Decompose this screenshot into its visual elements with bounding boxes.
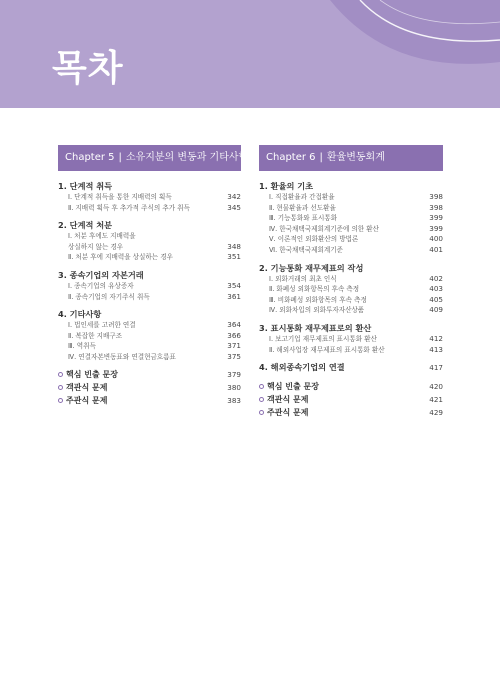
toc-item[interactable]	[58, 292, 241, 303]
toc-item[interactable]	[58, 331, 241, 342]
chapter-title: 소유지분의 변동과 기타사항	[125, 152, 249, 163]
toc-section	[58, 180, 241, 213]
extra-item-left	[58, 382, 107, 394]
toc-section	[58, 269, 241, 302]
section-title-row[interactable]	[259, 361, 443, 374]
toc-item[interactable]	[259, 213, 443, 224]
toc-item-label: Ⅱ. 지배력 획득 후 추가적 주식의 추가 취득	[68, 203, 190, 212]
toc-item-label: Ⅴ. 이론적인 외화환산의 방법론	[269, 235, 359, 244]
section-list	[58, 180, 241, 363]
page-number: 361	[227, 291, 241, 301]
page-number: 348	[227, 241, 241, 251]
toc-item-label: Ⅱ. 처분 후에 지배력을 상실하는 경우	[68, 253, 173, 262]
chapter-header	[58, 145, 249, 171]
toc-item-label: Ⅰ. 종속기업의 유상증자	[68, 281, 134, 290]
extra-item-label: 주관식 문제	[66, 395, 108, 405]
page-number: 399	[429, 223, 443, 233]
toc-item[interactable]	[259, 295, 443, 306]
extras-list	[259, 381, 443, 420]
toc-item[interactable]	[259, 274, 443, 285]
page-number: 380	[227, 383, 241, 393]
extra-item[interactable]	[58, 395, 241, 408]
toc-section	[58, 219, 241, 263]
toc-item-label: Ⅱ. 복잡한 지배구조	[68, 331, 123, 340]
section-title: 2. 기능통화 재무제표의 작성	[259, 262, 364, 273]
page-title: 목차	[52, 48, 124, 89]
toc-item[interactable]	[58, 320, 241, 331]
page-number: 403	[429, 284, 443, 294]
section-title: 4. 기타사항	[58, 309, 102, 320]
toc-item[interactable]	[259, 284, 443, 295]
page-number: 371	[227, 341, 241, 351]
circle-bullet-icon	[259, 410, 264, 415]
toc-item-label: Ⅳ. 연결자본변동표와 연결현금흐름표	[68, 352, 176, 361]
page-number: 417	[429, 363, 443, 373]
toc-section	[58, 308, 241, 362]
toc-item[interactable]	[58, 203, 241, 214]
toc-item-label: 상실하지 않는 경우	[68, 242, 124, 251]
toc-section	[259, 180, 443, 256]
page-number: 421	[429, 395, 443, 405]
extra-item-left	[259, 407, 308, 419]
extra-item[interactable]	[259, 381, 443, 394]
section-title: 4. 해외종속기업의 연결	[259, 362, 345, 373]
page-number: 398	[429, 192, 443, 201]
toc-item-label: Ⅲ. 기능통화와 표시통화	[269, 214, 338, 223]
section-title: 2. 단계적 처분	[58, 220, 113, 231]
toc-item-label: Ⅰ. 법인세를 고려한 연결	[68, 321, 136, 330]
page-number: 379	[227, 370, 241, 380]
circle-bullet-icon	[58, 372, 63, 377]
page-number: 412	[429, 333, 443, 343]
toc-item-label: Ⅱ. 현물환율과 선도환율	[269, 203, 336, 212]
chapter-number: Chapter 6	[266, 152, 316, 163]
toc-item-label: Ⅱ. 종속기업의 자기주식 취득	[68, 292, 150, 301]
toc-section	[259, 361, 443, 374]
extra-item[interactable]	[259, 394, 443, 407]
toc-item[interactable]	[259, 305, 443, 316]
extra-item-label: 핵심 빈출 문장	[66, 369, 118, 379]
toc-item[interactable]	[58, 341, 241, 352]
page-number: 375	[227, 351, 241, 361]
circle-bullet-icon	[58, 398, 63, 403]
toc-item[interactable]	[58, 252, 241, 263]
page-number: 351	[227, 252, 241, 262]
extra-item[interactable]	[58, 369, 241, 382]
toc-item-label: Ⅱ. 해외사업장 재무제표의 표시통화 환산	[269, 345, 385, 354]
page-number: 366	[227, 330, 241, 340]
toc-item-label: Ⅰ. 외화거래의 최초 인식	[269, 274, 337, 283]
chapter-separator: |	[118, 152, 122, 163]
chapter-number: Chapter 5	[65, 152, 115, 163]
toc-item[interactable]	[259, 345, 443, 356]
toc-item-label: Ⅰ. 직접환율과 간접환율	[269, 193, 335, 201]
toc-item-label: Ⅲ. 역취득	[68, 342, 96, 351]
extra-item-label: 객관식 문제	[267, 394, 309, 404]
page-number: 413	[429, 344, 443, 354]
toc-item[interactable]	[58, 281, 241, 292]
page-number: 429	[429, 408, 443, 418]
toc-item-label: Ⅳ. 외화차입의 외화투자자산상품	[269, 306, 365, 315]
chapter-6-column	[259, 145, 443, 420]
toc-item-label: Ⅳ. 한국채택국제회계기준에 의한 환산	[269, 224, 380, 233]
toc-item[interactable]	[259, 245, 443, 256]
toc-section	[259, 322, 443, 355]
page-number: 400	[429, 234, 443, 244]
extra-item-left	[259, 394, 308, 406]
extra-item-left	[259, 381, 319, 393]
page-number: 405	[429, 294, 443, 304]
page-number: 345	[227, 202, 241, 212]
extra-item-left	[58, 369, 118, 381]
page-number: 398	[429, 202, 443, 212]
toc-item[interactable]	[259, 192, 443, 203]
toc-item-label: Ⅵ. 한국채택국제회계기준	[269, 245, 343, 254]
circle-bullet-icon	[58, 385, 63, 390]
chapter-title: 환율변동회계	[326, 152, 385, 163]
page-number: 383	[227, 396, 241, 406]
page-number: 354	[227, 280, 241, 290]
extra-item-left	[58, 395, 107, 407]
toc-section	[259, 262, 443, 316]
toc-item[interactable]	[58, 242, 241, 253]
extra-item-label: 주관식 문제	[267, 407, 309, 417]
page-number: 409	[429, 305, 443, 315]
chapter-5-column	[58, 145, 249, 408]
section-title: 3. 표시통화 재무제표로의 환산	[259, 322, 372, 333]
section-title: 3. 종속기업의 자본거래	[58, 269, 144, 280]
extra-item[interactable]	[259, 407, 443, 420]
toc-item-label: Ⅰ. 단계적 취득을 통한 지배력의 획득	[68, 193, 172, 201]
toc-item-label: Ⅱ. 화폐성 외화항목의 후속 측정	[269, 285, 360, 294]
page-number: 399	[429, 213, 443, 223]
page-number: 401	[429, 244, 443, 254]
page-number: 364	[227, 320, 241, 330]
chapter-header	[259, 145, 443, 171]
toc-item-label: Ⅲ. 비화폐성 외화항목의 후속 측정	[269, 295, 367, 304]
page-number: 342	[227, 192, 241, 201]
toc-item[interactable]	[259, 224, 443, 235]
toc-item-label: Ⅰ. 처분 후에도 지배력을	[68, 232, 136, 241]
section-title: 1. 단계적 취득	[58, 181, 113, 191]
extras-list	[58, 369, 241, 408]
toc-item[interactable]	[259, 334, 443, 345]
extra-item-label: 객관식 문제	[66, 382, 108, 392]
page-number: 420	[429, 382, 443, 392]
section-list	[259, 180, 443, 375]
toc-item-label: Ⅰ. 보고기업 재무제표의 표시통화 환산	[269, 334, 377, 343]
toc-item[interactable]	[58, 231, 241, 242]
chapter-separator: |	[319, 152, 323, 163]
circle-bullet-icon	[259, 384, 264, 389]
toc-item[interactable]	[58, 192, 241, 203]
toc-item[interactable]	[259, 203, 443, 214]
toc-item[interactable]	[58, 352, 241, 363]
extra-item[interactable]	[58, 382, 241, 395]
toc-item[interactable]	[259, 234, 443, 245]
circle-bullet-icon	[259, 397, 264, 402]
header-band	[0, 0, 500, 108]
section-title: 1. 환율의 기초	[259, 181, 314, 191]
page-number: 402	[429, 273, 443, 283]
extra-item-label: 핵심 빈출 문장	[267, 381, 319, 391]
